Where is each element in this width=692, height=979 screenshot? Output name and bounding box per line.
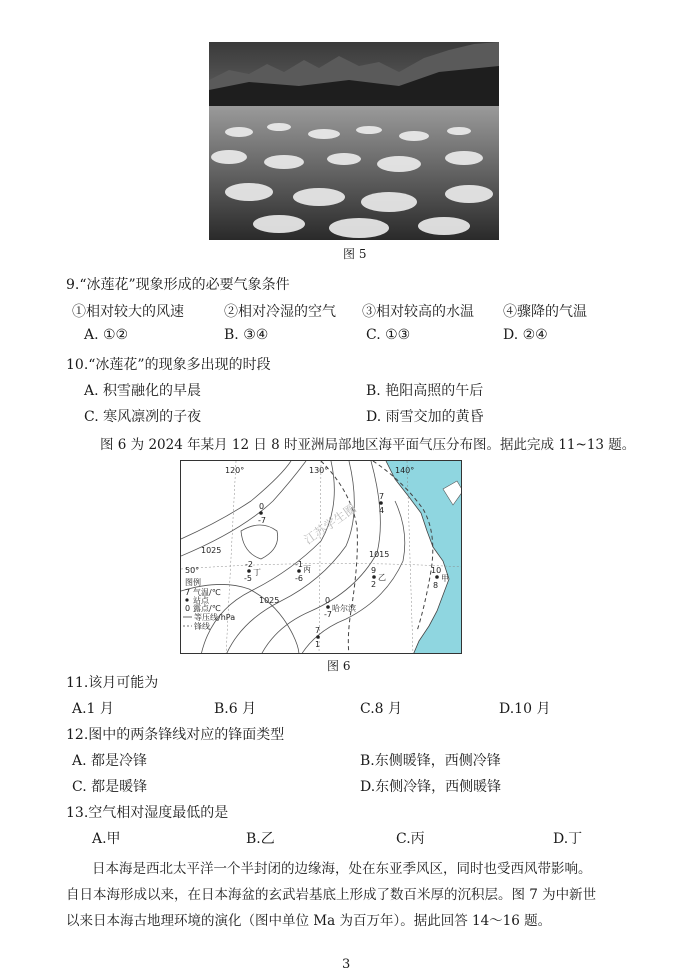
- station-bing: [295, 560, 311, 583]
- svg-text:9: 9: [371, 566, 377, 575]
- svg-text:站点: 站点: [193, 596, 209, 605]
- q10-option-d: D. 雨雪交加的黄昏: [366, 409, 484, 425]
- intro-questions-11-13: 图 6 为 2024 年某月 12 日 8 时亚洲局部地区海平面气压分布图。据此完成 11~13 题。: [100, 437, 636, 453]
- page-number: 3: [342, 957, 351, 972]
- svg-text:甲: 甲: [441, 574, 449, 583]
- lon-label-120: 120°: [225, 466, 245, 475]
- q9-item-2: ②相对冷湿的空气: [224, 304, 336, 320]
- lon-label-140: 140°: [395, 466, 415, 475]
- q11-option-b: B.6 月: [214, 701, 257, 717]
- svg-text:露点/℃: 露点/℃: [193, 604, 221, 613]
- pressure-map: [180, 460, 462, 654]
- q13-option-d: D.丁: [553, 831, 583, 847]
- svg-text:图例: 图例: [185, 578, 201, 587]
- passage-line-1: 日本海是西北太平洋一个半封闭的边缘海，处在东亚季风区，同时也受西风带影响。: [92, 861, 592, 877]
- svg-text:乙: 乙: [378, 573, 386, 582]
- q13-option-b: B.乙: [246, 831, 275, 847]
- q13-option-c: C.丙: [396, 831, 425, 847]
- svg-text:4: 4: [379, 506, 385, 515]
- question-9-stem: 9.“冰莲花”现象形成的必要气象条件: [66, 277, 290, 293]
- q9-item-4: ④骤降的气温: [503, 304, 587, 320]
- front-line-west: [321, 461, 357, 654]
- svg-text:锋线: 锋线: [194, 622, 210, 631]
- q10-option-b: B. 艳阳高照的午后: [366, 383, 484, 399]
- lon-label-130: 130°: [309, 466, 329, 475]
- q9-option-b: B. ③④: [224, 327, 269, 343]
- q10-option-a: A. 积雪融化的早晨: [84, 383, 202, 399]
- svg-text:7: 7: [185, 588, 191, 597]
- passage-line-2: 自日本海形成以来，在日本海盆的玄武岩基底上形成了数百米厚的沉积层。图 7 为中新世: [66, 887, 597, 903]
- watermark: 江苏学生圈: [301, 501, 359, 548]
- station-point-north-west: [258, 502, 266, 525]
- svg-text:-7: -7: [258, 516, 266, 525]
- q9-option-c: C. ①③: [366, 327, 411, 343]
- svg-text:-6: -6: [295, 574, 303, 583]
- q9-item-3: ③相对较高的水温: [362, 304, 474, 320]
- q11-option-a: A.1 月: [72, 701, 114, 717]
- q13-option-a: A.甲: [92, 831, 121, 847]
- station-ding: [244, 560, 261, 583]
- svg-text:0: 0: [185, 604, 191, 613]
- question-13-stem: 13.空气相对湿度最低的是: [66, 805, 229, 821]
- svg-text:哈尔滨: 哈尔滨: [332, 604, 356, 613]
- figure-6-caption: 图 6: [327, 659, 351, 673]
- svg-text:气温/℃: 气温/℃: [193, 588, 221, 597]
- station-yi: [371, 566, 386, 589]
- svg-text:8: 8: [433, 581, 439, 590]
- svg-text:7: 7: [315, 626, 321, 635]
- svg-text:-1: -1: [295, 560, 303, 569]
- q9-option-d: D. ②④: [503, 327, 548, 343]
- svg-text:0: 0: [259, 502, 265, 511]
- q11-option-d: D.10 月: [499, 701, 551, 717]
- question-10-stem: 10.“冰莲花”的现象多出现的时段: [66, 357, 271, 373]
- q12-option-d: D.东侧冷锋，西侧暖锋: [360, 779, 502, 795]
- svg-text:10: 10: [431, 566, 442, 575]
- svg-text:7: 7: [379, 492, 385, 501]
- svg-text:丙: 丙: [303, 565, 311, 574]
- ice-lotus-photo: [209, 42, 499, 240]
- svg-text:丁: 丁: [253, 568, 261, 577]
- figure-5-caption: 图 5: [343, 247, 367, 261]
- q11-option-c: C.8 月: [360, 701, 403, 717]
- svg-text:0: 0: [325, 596, 331, 605]
- q12-option-b: B.东侧暖锋，西侧冷锋: [360, 753, 501, 769]
- isobar-label-1025-south: 1025: [259, 596, 280, 605]
- isobar-label-1015: 1015: [369, 550, 390, 559]
- svg-text:1: 1: [315, 640, 321, 649]
- question-11-stem: 11.该月可能为: [66, 675, 159, 691]
- station-point-north-east: [379, 492, 384, 515]
- svg-text:等压线/hPa: 等压线/hPa: [194, 613, 236, 622]
- passage-line-3: 以来日本海古地理环境的演化（图中单位 Ma 为百万年）。据此回答 14～16 题。: [66, 913, 552, 929]
- station-harbin: [324, 596, 356, 619]
- svg-text:-2: -2: [245, 560, 253, 569]
- q9-item-1: ①相对较大的风速: [72, 304, 184, 320]
- isobar-label-1025-north: 1025: [201, 546, 222, 555]
- q12-option-c: C. 都是暖锋: [72, 779, 148, 795]
- q9-option-a: A. ①②: [84, 327, 129, 343]
- svg-text:-5: -5: [244, 574, 252, 583]
- svg-text:-7: -7: [324, 610, 332, 619]
- svg-text:2: 2: [371, 580, 377, 589]
- lat-label-50: 50°: [185, 566, 200, 575]
- q10-option-c: C. 寒风凛冽的子夜: [84, 409, 202, 425]
- question-12-stem: 12.图中的两条锋线对应的锋面类型: [66, 727, 285, 743]
- q12-option-a: A. 都是冷锋: [72, 753, 148, 769]
